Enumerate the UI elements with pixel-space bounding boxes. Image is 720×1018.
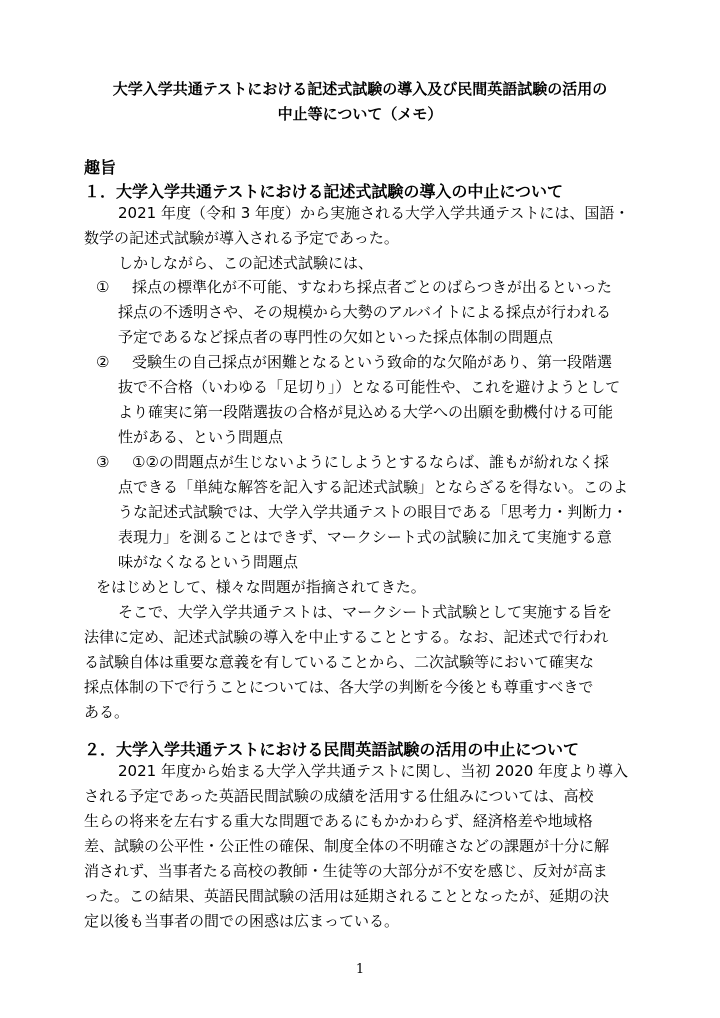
list-item-line: 受験生の自己採点が困難となるという致命的な欠陥があり、第一段階選 xyxy=(132,353,613,371)
document-title-line-1: 大学入学共通テストにおける記述式試験の導入及び民間英語試験の活用の xyxy=(112,80,608,98)
list-item-line: 味がなくなるという問題点 xyxy=(118,553,299,571)
paragraph-line: 2021 年度（令和 3 年度）から実施される大学入学共通テストには、国語・ xyxy=(118,204,630,222)
paragraph-line: 法律に定め、記述式試験の導入を中止することとする。なお、記述式で行われ xyxy=(84,628,609,646)
list-marker-3: ③ xyxy=(96,453,110,471)
list-item-line: 抜で不合格（いわゆる「足切り」）となる可能性や、これを避けようとして xyxy=(118,378,621,396)
list-item-line: 表現力」を測ることはできず、マークシート式の試験に加えて実施する意 xyxy=(118,528,612,546)
list-item-line: 性がある、という問題点 xyxy=(118,428,284,446)
paragraph-line: される予定であった英語民間試験の成績を活用する仕組みについては、高校 xyxy=(84,787,594,805)
list-item-line: ①②の問題点が生じないようにしようとするならば、誰もが紛れなく採 xyxy=(132,453,609,471)
list-item-line: うな記述式試験では、大学入学共通テストの眼目である「思考力・判断力・ xyxy=(118,503,628,521)
list-item-line: 採点の不透明さや、その規模から大勢のアルバイトによる採点が行われる xyxy=(118,303,612,321)
page-number: 1 xyxy=(355,962,365,977)
list-item-line: 予定であるなど採点者の専門性の欠如といった採点体制の問題点 xyxy=(118,328,554,346)
paragraph-line: 差、試験の公平性・公正性の確保、制度全体の不明確さなどの課題が十分に解 xyxy=(84,837,610,855)
paragraph-line: 数学の記述式試験が導入される予定であった。 xyxy=(84,229,399,247)
list-item-line: 採点の標準化が不可能、すなわち採点者ごとのばらつきが出るといった xyxy=(132,278,612,296)
document-title-line-2: 中止等について（メモ） xyxy=(277,105,443,123)
paragraph-line: をはじめとして、様々な問題が指摘されてきた。 xyxy=(96,578,426,596)
list-item-line: より確実に第一段階選抜の合格が見込める大学への出願を動機付ける可能 xyxy=(118,403,614,421)
paragraph-line: 生らの将来を左右する重大な問題であるにもかかわらず、経済格差や地域格 xyxy=(84,812,593,830)
list-marker-1: ① xyxy=(96,278,110,296)
paragraph-line: 2021 年度から始まる大学入学共通テストに関し、当初 2020 年度より導入 xyxy=(118,762,629,780)
paragraph-line: ある。 xyxy=(84,703,130,721)
section-1-heading: １．大学入学共通テストにおける記述式試験の導入の中止について xyxy=(84,182,564,201)
paragraph-line: 定以後も当事者の間での困惑は広まっている。 xyxy=(84,912,400,930)
list-item-line: 点できる「単純な解答を記入する記述式試験」とならざるを得ない。このよ xyxy=(118,478,629,496)
paragraph-line: そこで、大学入学共通テストは、マークシート式試験として実施する旨を xyxy=(118,603,613,621)
paragraph-line: った。この結果、英語民間試験の活用は延期されることとなったが、延期の決 xyxy=(84,887,610,905)
section-label-purpose: 趣旨 xyxy=(84,158,117,177)
list-marker-2: ② xyxy=(96,353,110,371)
paragraph-line: しかしながら、この記述式試験には、 xyxy=(118,254,374,272)
section-2-heading: ２．大学入学共通テストにおける民間英語試験の活用の中止について xyxy=(84,740,580,759)
paragraph-line: 消されず、当事者たる高校の教師・生徒等の大部分が不安を感じ、反対が高ま xyxy=(84,862,608,880)
paragraph-line: る試験自体は重要な意義を有していることから、二次試験等において確実な xyxy=(84,653,595,671)
paragraph-line: 採点体制の下で行うことについては、各大学の判断を今後とも尊重すべきで xyxy=(84,678,594,696)
